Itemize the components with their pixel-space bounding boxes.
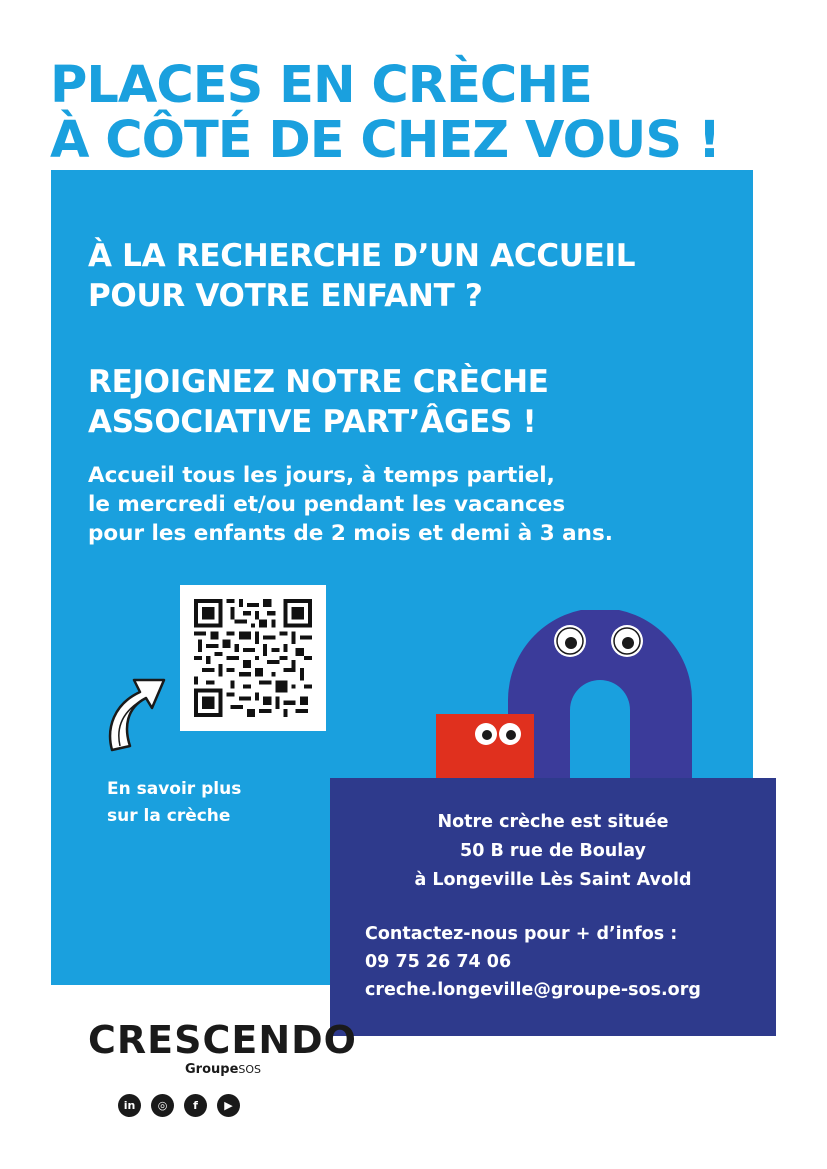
qr-code[interactable] [180,585,326,731]
headline-line-1: PLACES EN CRÈCHE [50,56,592,115]
curved-arrow-icon [100,668,170,758]
contact-label: Contactez-nous pour + d’infos : [365,924,678,944]
location-line-2: 50 B rue de Boulay [460,841,646,861]
qr-caption [107,776,241,830]
contact-email[interactable]: creche.longeville@groupe-sos.org [365,980,701,1000]
location-line-3: à Longeville Lès Saint Avold [414,870,692,890]
invite-line-1: REJOIGNEZ NOTRE CRÈCHE [88,364,549,400]
description-line-2: le mercredi et/ou pendant les vacances [88,492,566,517]
info-panel [330,778,776,1036]
invite-line-2: ASSOCIATIVE PART’ÂGES ! [88,404,537,440]
mascot-illustration [430,610,730,780]
location-line-1: Notre crèche est située [437,812,669,832]
social-links [118,1094,240,1117]
description-line-1: Accueil tous les jours, à temps partiel, [88,463,555,488]
qr-code-icon [194,599,312,717]
linkedin-icon[interactable]: in [118,1094,141,1117]
question-line-2: POUR VOTRE ENFANT ? [88,278,483,314]
crescendo-logo: CRESCENDO [88,1018,357,1062]
location [330,808,776,895]
facebook-icon[interactable]: f [184,1094,207,1117]
qr-caption-line-1: En savoir plus [107,779,242,799]
groupe-label: Groupe [185,1062,239,1077]
youtube-icon[interactable]: ▶ [217,1094,240,1117]
qr-caption-line-2: sur la crèche [107,806,231,826]
sos-label: SOS [238,1063,262,1076]
invite-heading [88,362,549,442]
purple-mascot [508,610,692,778]
headline [50,58,720,168]
contact [365,920,701,1004]
question-line-1: À LA RECHERCHE D’UN ACCUEIL [88,238,636,274]
instagram-icon[interactable]: ◎ [151,1094,174,1117]
description-line-3: pour les enfants de 2 mois et demi à 3 ans. [88,521,613,546]
description [88,461,613,548]
groupe-sos-label [185,1062,261,1077]
headline-line-2: À CÔTÉ DE CHEZ VOUS ! [50,111,721,170]
question-heading [88,236,635,316]
contact-phone[interactable]: 09 75 26 74 06 [365,952,512,972]
